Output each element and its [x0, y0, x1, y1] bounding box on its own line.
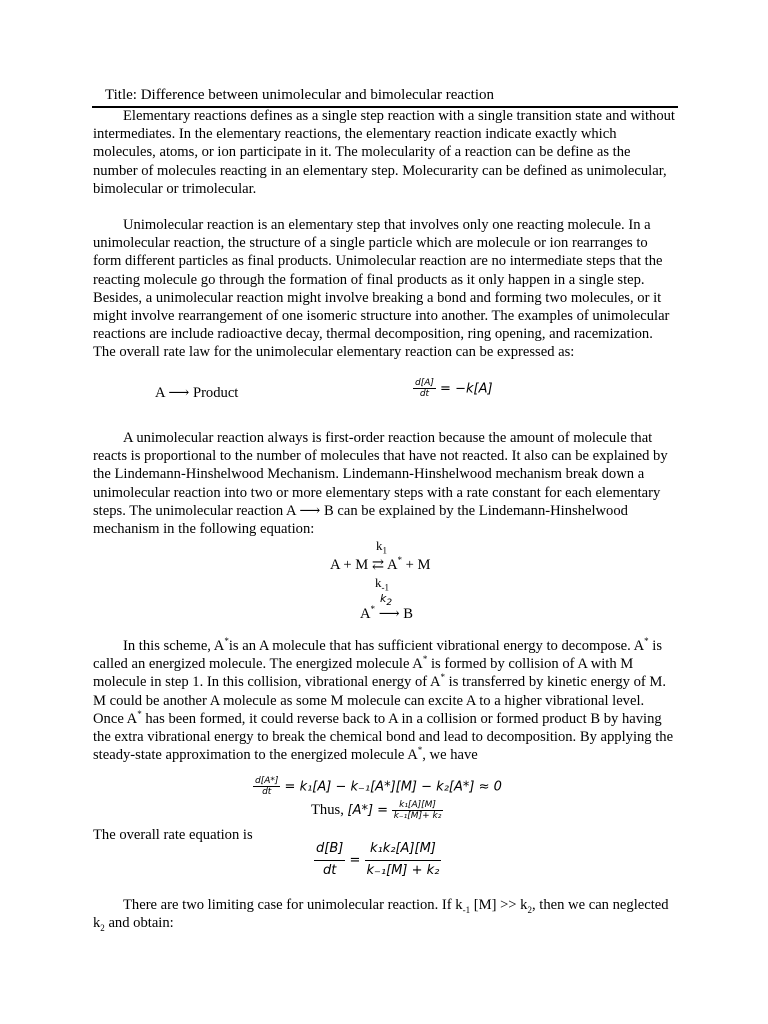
thus-equation — [311, 800, 443, 822]
rate-law-denominator: dt — [419, 389, 430, 400]
paragraph-lindemann: A unimolecular reaction always is first-order reaction because the amount of molecule that reacts is proportional to the number of molecules that have not reacted. It also can be explained by the Lindemann-Hinshelwood Mechanism. Lindemann-Hinshelwood mechanism break down a unimolecular reaction into two or more elementary steps with a rate constant for each elementary steps. The unimolecular reaction A ⟶ B can be explained by the Lindemann-Hinshelwood mechanism in the following equation: — [93, 430, 668, 538]
overall-lhs-numerator: d[B] — [314, 842, 345, 861]
paragraph-elementary-reactions: Elementary reactions defines as a single step reaction with a single transition state and without intermediates. In the elementary reactions, the elementary reaction indicate exactly which molecules, atoms, or ion participate in it. The molecularity of a reaction can be define as the number of molecules reacting in an elementary step. Molecurarity can be defined as unimolecular, bimolecular or trimolecular. — [93, 108, 675, 197]
overall-equals: = — [349, 852, 361, 868]
overall-lhs-fraction — [314, 842, 345, 879]
k2-label: $k_2$ — [380, 592, 393, 609]
k-minus1-label: $k_{-1}$ — [375, 575, 389, 593]
rate-law-fraction — [413, 378, 436, 400]
steady-state-equation — [253, 776, 502, 798]
steady-state-denominator: dt — [262, 787, 272, 798]
thus-lhs: [A*] = — [347, 803, 389, 819]
overall-rhs-fraction — [365, 842, 442, 879]
paragraph-scheme: In this scheme, A*is an A molecule that has sufficient vibrational energy to decompose. A* is called an energized molecule. The energized molecule A* is formed by collision of A with M molecule in step 1. In this collision, vibrational energy of A* is transferred by kinetic energy of M. M could be another A molecule as some M molecule can excite A to a higher vibrational level. Once A* has been formed, it could reverse back to A in a collision or formed product B by having the extra vibrational energy to break the chemical bond and lead to decomposition. By applying the steady-state approximation to the energized molecule A*, we have — [93, 636, 674, 764]
paragraph-unimolecular: Unimolecular reaction is an elementary step that involves only one reacting molecule. In a unimolecular reaction, the structure of a single particle which are molecule or ion rearranges to form different particles as final products. Unimolecular reaction are no intermediate steps that the reacting molecule go through the formation of final products as it only happen in a single step. Besides, a unimolecular reaction might involve breaking a bond and forming two molecules, or it might involve rearrangement of one isomeric structure into another. The examples of unimolecular reactions are include radioactive decay, thermal decomposition, ring opening, and racemization. The overall rate law for the unimolecular elementary reaction can be expressed as: — [93, 217, 670, 361]
steady-state-fraction — [253, 776, 280, 798]
steady-state-rhs: = k₁[A] − k₋₁[A*][M] − k₂[A*] ≈ 0 — [284, 779, 502, 795]
rate-law-numerator: d[A] — [415, 378, 434, 388]
thus-fraction — [392, 800, 444, 822]
overall-rhs-denominator: k₋₁[M] + k₂ — [366, 862, 440, 878]
paragraph-limiting-cases: There are two limiting case for unimolecular reaction. If $k_{-1}$ $[M] >> k_2$, then we can neglected $k_2$ and obtain: — [93, 897, 669, 934]
overall-rate-label: The overall rate equation is — [93, 827, 253, 843]
overall-rhs-numerator: k₁k₂[A][M] — [365, 842, 442, 861]
mechanism-step-2: A* ⟶ B — [360, 604, 413, 622]
overall-lhs-denominator: dt — [322, 862, 337, 878]
thus-denominator: k₋₁[M]+ k₂ — [393, 811, 442, 822]
steady-state-numerator: d[A*] — [255, 776, 279, 786]
thus-label: Thus, — [311, 802, 344, 819]
k1-label: $k_1$ — [376, 538, 387, 556]
thus-numerator: k₁[A][M] — [392, 800, 444, 811]
overall-rate-equation — [314, 842, 441, 879]
rate-law-equation — [413, 378, 493, 400]
reaction-a-product: A ⟶ Product — [155, 385, 239, 401]
rate-law-rhs: = −k[A] — [440, 381, 493, 397]
mechanism-step-1: A + M ⇄ A* + M — [330, 555, 431, 573]
document-title: Title: Difference between unimolecular and bimolecular reaction — [105, 87, 495, 103]
